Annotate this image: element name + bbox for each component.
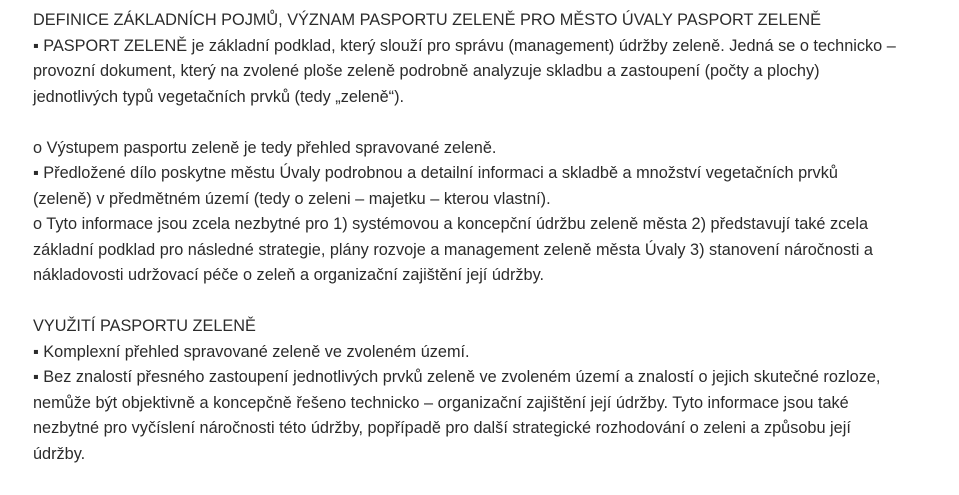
output-section (33, 136, 948, 289)
paragraph-line: základní podklad pro následné strategie, plány rozvoje a management zeleně města Úvaly 3) stanovení náročnosti a (33, 240, 873, 259)
paragraph-line: nemůže být objektivně a koncepčně řešeno technicko – organizační zajištění její údržby. Tyto informace jsou také (33, 393, 849, 412)
paragraph-line: údržby. (33, 444, 86, 463)
paragraph-line: jednotlivých typů vegetačních prvků (tedy „zeleně“). (33, 87, 405, 106)
definitions-section (33, 8, 948, 110)
paragraph-line: ▪ Bez znalostí přesného zastoupení jednotlivých prvků zeleně ve zvoleném území a znalostí o jejich skutečné rozloze, (33, 368, 881, 386)
paragraph-line: nákladovosti udržovací péče o zeleň a organizační zajištění její údržby. (33, 266, 545, 284)
paragraph-line: ▪ Předložené dílo poskytne městu Úvaly podrobnou a detailní informaci a skladbě a množství vegetačních prvků (33, 164, 838, 182)
paragraph-line: o Tyto informace jsou zcela nezbytné pro 1) systémovou a koncepční údržbu zeleně města 2) představují také zcela (33, 215, 869, 233)
document-body (33, 8, 948, 467)
paragraph-line: nezbytné pro vyčíslení náročnosti této údržby, popřípadě pro další strategické rozhodování o zeleni a způsobu její (33, 419, 851, 437)
section-heading-usage: VYUŽITÍ PASPORTU ZELENĚ (33, 317, 256, 335)
paragraph-line: ▪ PASPORT ZELENĚ je základní podklad, který slouží pro správu (management) údržby zeleně. Jedná se o technicko – (33, 36, 896, 55)
section-heading-definitions: DEFINICE ZÁKLADNÍCH POJMŮ, VÝZNAM PASPORTU ZELENĚ PRO MĚSTO ÚVALY PASPORT ZELENĚ (33, 11, 821, 29)
paragraph-line: ▪ Komplexní přehled spravované zeleně ve zvoleném území. (33, 342, 470, 361)
paragraph-line: provozní dokument, který na zvolené ploše zeleně podrobně analyzuje skladbu a zastoupení (počty a plochy) (33, 62, 820, 80)
paragraph-line: o Výstupem pasportu zeleně je tedy přehled spravované zeleně. (33, 138, 497, 157)
usage-section (33, 314, 948, 467)
paragraph-line: (zeleně) v předmětném území (tedy o zeleni – majetku – kterou vlastní). (33, 189, 551, 208)
